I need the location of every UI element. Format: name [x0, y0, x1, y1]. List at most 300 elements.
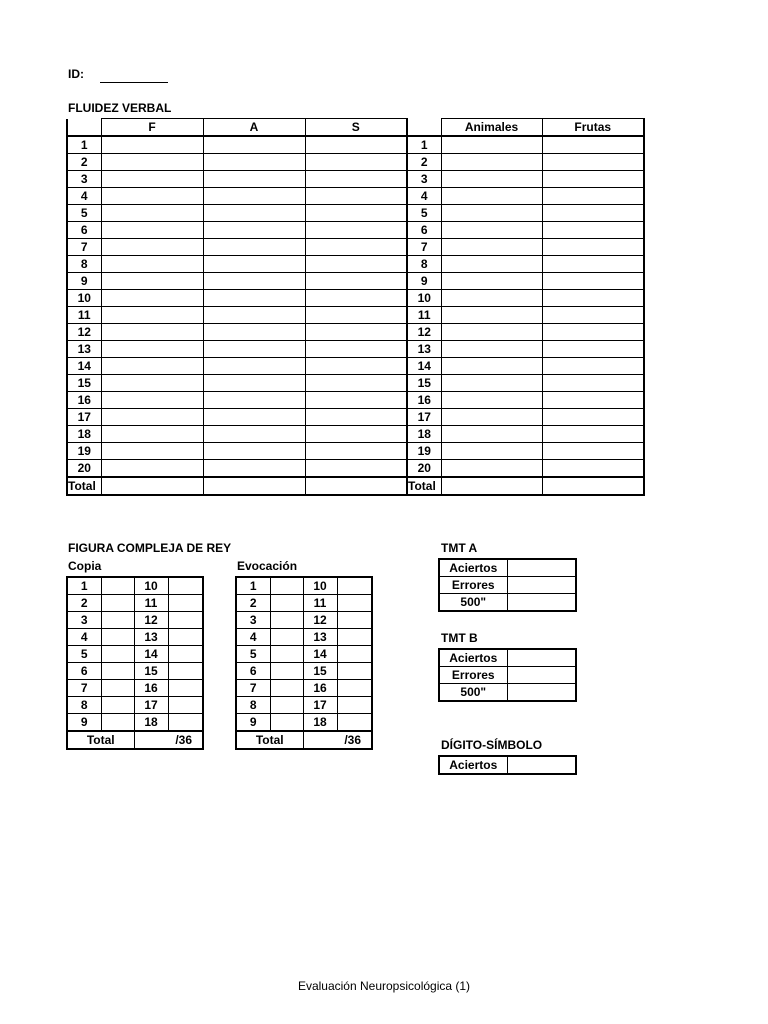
answer-cell[interactable]	[203, 256, 305, 273]
table-row	[407, 409, 644, 426]
score-cell[interactable]	[270, 646, 303, 663]
score-cell[interactable]	[168, 646, 203, 663]
answer-cell[interactable]	[101, 136, 203, 154]
item-number: 10	[303, 577, 337, 595]
answer-cell[interactable]	[203, 443, 305, 460]
answer-cell[interactable]	[441, 375, 542, 392]
answer-cell[interactable]	[101, 188, 203, 205]
row-number: 5	[407, 205, 441, 222]
item-number: 4	[236, 629, 270, 646]
score-cell[interactable]	[168, 595, 203, 612]
answer-cell[interactable]	[542, 358, 644, 375]
table-row	[67, 171, 407, 188]
table-row	[407, 324, 644, 341]
row-number: 18	[407, 426, 441, 443]
item-number: 15	[303, 663, 337, 680]
table-row	[67, 460, 407, 478]
table-row	[236, 595, 372, 612]
answer-cell[interactable]	[101, 273, 203, 290]
total-cell[interactable]	[101, 477, 203, 495]
answer-cell[interactable]	[441, 324, 542, 341]
row-number: 6	[67, 222, 101, 239]
digito-table	[438, 755, 577, 775]
total-row	[67, 477, 407, 495]
table-row	[236, 697, 372, 714]
answer-cell[interactable]	[305, 188, 407, 205]
score-cell[interactable]	[337, 663, 372, 680]
table-row	[67, 646, 203, 663]
answer-cell[interactable]	[101, 358, 203, 375]
total-cell[interactable]	[441, 477, 542, 495]
row-number: 15	[407, 375, 441, 392]
row-number: 8	[67, 256, 101, 273]
score-cell[interactable]	[270, 612, 303, 629]
table-row	[407, 341, 644, 358]
answer-cell[interactable]	[101, 205, 203, 222]
score-cell[interactable]	[168, 714, 203, 732]
answer-cell[interactable]	[542, 341, 644, 358]
answer-cell[interactable]	[542, 239, 644, 256]
id-label: ID:	[68, 67, 84, 81]
answer-cell[interactable]	[542, 324, 644, 341]
column-header: S	[305, 119, 407, 137]
answer-cell[interactable]	[305, 136, 407, 154]
answer-cell[interactable]	[203, 324, 305, 341]
table-row	[236, 663, 372, 680]
answer-cell[interactable]	[203, 460, 305, 478]
answer-cell[interactable]	[542, 409, 644, 426]
total-row	[67, 731, 203, 749]
item-number: 3	[236, 612, 270, 629]
answer-cell[interactable]	[305, 324, 407, 341]
table-row	[407, 290, 644, 307]
row-number: 12	[407, 324, 441, 341]
score-cell[interactable]	[337, 612, 372, 629]
table-row	[67, 612, 203, 629]
item-number: 4	[67, 629, 101, 646]
item-number: 1	[236, 577, 270, 595]
answer-cell[interactable]	[441, 136, 542, 154]
score-cell[interactable]	[101, 663, 134, 680]
row-number: 2	[67, 154, 101, 171]
id-field[interactable]	[100, 82, 168, 83]
table-row	[67, 358, 407, 375]
evocacion-label: Evocación	[237, 559, 298, 573]
table-row	[67, 443, 407, 460]
score-cell[interactable]	[270, 714, 303, 732]
score-cell[interactable]	[101, 577, 134, 595]
answer-cell[interactable]	[441, 358, 542, 375]
score-cell[interactable]	[101, 612, 134, 629]
measure-label: Errores	[439, 577, 507, 594]
row-number: 14	[67, 358, 101, 375]
answer-cell[interactable]	[305, 460, 407, 478]
answer-cell[interactable]	[542, 171, 644, 188]
rey-evocacion-table	[235, 576, 373, 750]
total-cell[interactable]	[305, 477, 407, 495]
answer-cell[interactable]	[203, 273, 305, 290]
total-cell[interactable]	[542, 477, 644, 495]
table-row	[407, 239, 644, 256]
total-label: Total	[407, 477, 441, 495]
answer-cell[interactable]	[305, 307, 407, 324]
answer-cell[interactable]	[441, 409, 542, 426]
row-number: 12	[67, 324, 101, 341]
answer-cell[interactable]	[203, 426, 305, 443]
score-cell[interactable]	[270, 577, 303, 595]
answer-cell[interactable]	[101, 460, 203, 478]
score-cell[interactable]	[101, 714, 134, 732]
item-number: 9	[67, 714, 101, 732]
table-row	[67, 307, 407, 324]
rey-copia-table	[66, 576, 204, 750]
table-row	[67, 341, 407, 358]
total-label: Total	[236, 731, 303, 749]
score-cell[interactable]	[270, 697, 303, 714]
answer-cell[interactable]	[542, 222, 644, 239]
item-number: 1	[67, 577, 101, 595]
row-number: 3	[407, 171, 441, 188]
answer-cell[interactable]	[203, 154, 305, 171]
answer-cell[interactable]	[441, 290, 542, 307]
digito-title: DÍGITO-SÍMBOLO	[441, 738, 543, 752]
answer-cell[interactable]	[441, 273, 542, 290]
answer-cell[interactable]	[203, 290, 305, 307]
answer-cell[interactable]	[203, 341, 305, 358]
score-cell[interactable]	[101, 595, 134, 612]
row-number: 11	[407, 307, 441, 324]
score-cell[interactable]	[168, 663, 203, 680]
item-number: 7	[67, 680, 101, 697]
total-max: /36	[303, 731, 372, 749]
table-row	[67, 154, 407, 171]
score-cell[interactable]	[270, 680, 303, 697]
answer-cell[interactable]	[101, 171, 203, 188]
table-row	[67, 663, 203, 680]
answer-cell[interactable]	[305, 256, 407, 273]
score-cell[interactable]	[337, 680, 372, 697]
score-cell[interactable]	[337, 629, 372, 646]
row-number: 2	[407, 154, 441, 171]
table-row	[67, 577, 203, 595]
row-number: 18	[67, 426, 101, 443]
table-row	[236, 714, 372, 732]
item-number: 15	[134, 663, 168, 680]
total-label: Total	[67, 731, 134, 749]
answer-cell[interactable]	[441, 222, 542, 239]
answer-cell[interactable]	[542, 205, 644, 222]
item-number: 18	[303, 714, 337, 732]
item-number: 14	[303, 646, 337, 663]
measure-label: 500"	[439, 594, 507, 612]
item-number: 13	[303, 629, 337, 646]
answer-cell[interactable]	[441, 154, 542, 171]
answer-cell[interactable]	[305, 171, 407, 188]
answer-cell[interactable]	[441, 188, 542, 205]
answer-cell[interactable]	[203, 222, 305, 239]
total-max: /36	[134, 731, 203, 749]
row-number: 10	[67, 290, 101, 307]
table-row	[407, 392, 644, 409]
item-number: 5	[67, 646, 101, 663]
table-row	[236, 646, 372, 663]
row-number: 13	[67, 341, 101, 358]
answer-cell[interactable]	[441, 171, 542, 188]
score-cell[interactable]	[507, 756, 576, 774]
item-number: 12	[303, 612, 337, 629]
row-number: 8	[407, 256, 441, 273]
tmt-b-title: TMT B	[441, 631, 478, 645]
row-number: 10	[407, 290, 441, 307]
table-row	[67, 680, 203, 697]
measure-label: 500"	[439, 684, 507, 702]
answer-cell[interactable]	[101, 392, 203, 409]
column-header: Animales	[441, 119, 542, 137]
answer-cell[interactable]	[101, 222, 203, 239]
copia-label: Copia	[68, 559, 102, 573]
table-row	[67, 188, 407, 205]
row-number: 4	[407, 188, 441, 205]
score-cell[interactable]	[168, 680, 203, 697]
table-row	[67, 324, 407, 341]
answer-cell[interactable]	[305, 426, 407, 443]
header-row	[67, 119, 407, 137]
table-row	[407, 256, 644, 273]
answer-cell[interactable]	[441, 205, 542, 222]
score-cell[interactable]	[270, 629, 303, 646]
answer-cell[interactable]	[542, 154, 644, 171]
answer-cell[interactable]	[542, 290, 644, 307]
item-number: 8	[67, 697, 101, 714]
answer-cell[interactable]	[101, 443, 203, 460]
item-number: 5	[236, 646, 270, 663]
table-row	[407, 171, 644, 188]
row-number: 4	[67, 188, 101, 205]
answer-cell[interactable]	[542, 136, 644, 154]
answer-cell[interactable]	[305, 358, 407, 375]
score-cell[interactable]	[507, 559, 576, 577]
row-number: 5	[67, 205, 101, 222]
score-cell[interactable]	[507, 649, 576, 667]
item-number: 9	[236, 714, 270, 732]
row-number: 7	[407, 239, 441, 256]
item-number: 17	[303, 697, 337, 714]
total-label: Total	[67, 477, 101, 495]
row-number: 13	[407, 341, 441, 358]
answer-cell[interactable]	[305, 239, 407, 256]
fluidez-categorias-table	[406, 118, 645, 496]
answer-cell[interactable]	[203, 239, 305, 256]
row-number: 16	[407, 392, 441, 409]
answer-cell[interactable]	[101, 409, 203, 426]
table-row	[407, 154, 644, 171]
row-number: 19	[67, 443, 101, 460]
item-number: 3	[67, 612, 101, 629]
row-number: 14	[407, 358, 441, 375]
table-row	[407, 136, 644, 154]
answer-cell[interactable]	[542, 307, 644, 324]
row-number: 9	[407, 273, 441, 290]
answer-cell[interactable]	[203, 188, 305, 205]
answer-cell[interactable]	[101, 307, 203, 324]
score-cell[interactable]	[168, 577, 203, 595]
header-blank-cell	[407, 119, 441, 137]
answer-cell[interactable]	[542, 392, 644, 409]
score-cell[interactable]	[337, 646, 372, 663]
measure-label: Aciertos	[439, 649, 507, 667]
table-row	[439, 649, 576, 667]
score-cell[interactable]	[507, 667, 576, 684]
answer-cell[interactable]	[441, 256, 542, 273]
table-row	[67, 595, 203, 612]
score-cell[interactable]	[507, 684, 576, 702]
table-row	[439, 577, 576, 594]
row-number: 20	[407, 460, 441, 478]
item-number: 7	[236, 680, 270, 697]
score-cell[interactable]	[101, 629, 134, 646]
table-row	[407, 205, 644, 222]
answer-cell[interactable]	[441, 460, 542, 478]
table-row	[236, 680, 372, 697]
score-cell[interactable]	[168, 697, 203, 714]
answer-cell[interactable]	[305, 222, 407, 239]
answer-cell[interactable]	[542, 460, 644, 478]
answer-cell[interactable]	[101, 375, 203, 392]
answer-cell[interactable]	[305, 375, 407, 392]
table-row	[407, 443, 644, 460]
score-cell[interactable]	[337, 577, 372, 595]
answer-cell[interactable]	[101, 256, 203, 273]
answer-cell[interactable]	[441, 392, 542, 409]
row-number: 17	[407, 409, 441, 426]
row-number: 3	[67, 171, 101, 188]
tmt-b-table	[438, 648, 577, 702]
total-cell[interactable]	[203, 477, 305, 495]
score-cell[interactable]	[168, 612, 203, 629]
table-row	[67, 426, 407, 443]
item-number: 16	[134, 680, 168, 697]
answer-cell[interactable]	[305, 409, 407, 426]
table-row	[407, 375, 644, 392]
answer-cell[interactable]	[305, 392, 407, 409]
answer-cell[interactable]	[203, 171, 305, 188]
column-header: A	[203, 119, 305, 137]
table-row	[67, 697, 203, 714]
answer-cell[interactable]	[203, 375, 305, 392]
item-number: 14	[134, 646, 168, 663]
header-row	[407, 119, 644, 137]
table-row	[67, 239, 407, 256]
answer-cell[interactable]	[203, 307, 305, 324]
row-number: 16	[67, 392, 101, 409]
answer-cell[interactable]	[441, 307, 542, 324]
answer-cell[interactable]	[542, 188, 644, 205]
answer-cell[interactable]	[441, 341, 542, 358]
answer-cell[interactable]	[305, 154, 407, 171]
row-number: 9	[67, 273, 101, 290]
answer-cell[interactable]	[441, 426, 542, 443]
row-number: 17	[67, 409, 101, 426]
table-row	[67, 409, 407, 426]
answer-cell[interactable]	[441, 443, 542, 460]
table-row	[67, 222, 407, 239]
score-cell[interactable]	[337, 714, 372, 732]
item-number: 2	[236, 595, 270, 612]
answer-cell[interactable]	[542, 375, 644, 392]
table-row	[439, 684, 576, 702]
score-cell[interactable]	[168, 629, 203, 646]
answer-cell[interactable]	[305, 341, 407, 358]
fluidez-title: FLUIDEZ VERBAL	[68, 101, 172, 115]
row-number: 1	[407, 136, 441, 154]
table-row	[439, 756, 576, 774]
answer-cell[interactable]	[203, 392, 305, 409]
answer-cell[interactable]	[101, 290, 203, 307]
answer-cell[interactable]	[305, 205, 407, 222]
answer-cell[interactable]	[305, 443, 407, 460]
row-number: 20	[67, 460, 101, 478]
header-blank-cell	[67, 119, 101, 137]
total-row	[236, 731, 372, 749]
answer-cell[interactable]	[203, 358, 305, 375]
score-cell[interactable]	[101, 680, 134, 697]
score-cell[interactable]	[507, 594, 576, 612]
column-header: F	[101, 119, 203, 137]
score-cell[interactable]	[270, 663, 303, 680]
answer-cell[interactable]	[542, 426, 644, 443]
answer-cell[interactable]	[203, 409, 305, 426]
score-cell[interactable]	[337, 595, 372, 612]
item-number: 6	[236, 663, 270, 680]
answer-cell[interactable]	[101, 426, 203, 443]
answer-cell[interactable]	[101, 324, 203, 341]
answer-cell[interactable]	[203, 205, 305, 222]
answer-cell[interactable]	[305, 273, 407, 290]
answer-cell[interactable]	[101, 239, 203, 256]
table-row	[407, 273, 644, 290]
answer-cell[interactable]	[542, 273, 644, 290]
table-row	[67, 392, 407, 409]
score-cell[interactable]	[507, 577, 576, 594]
rey-title: FIGURA COMPLEJA DE REY	[68, 541, 232, 555]
table-row	[439, 559, 576, 577]
score-cell[interactable]	[337, 697, 372, 714]
answer-cell[interactable]	[203, 136, 305, 154]
item-number: 2	[67, 595, 101, 612]
table-row	[67, 273, 407, 290]
table-row	[67, 375, 407, 392]
answer-cell[interactable]	[101, 341, 203, 358]
table-row	[407, 222, 644, 239]
answer-cell[interactable]	[542, 256, 644, 273]
table-row	[236, 612, 372, 629]
answer-cell[interactable]	[305, 290, 407, 307]
table-row	[236, 577, 372, 595]
table-row	[439, 594, 576, 612]
measure-label: Aciertos	[439, 756, 507, 774]
score-cell[interactable]	[101, 697, 134, 714]
answer-cell[interactable]	[441, 239, 542, 256]
score-cell[interactable]	[101, 646, 134, 663]
table-row	[67, 136, 407, 154]
score-cell[interactable]	[270, 595, 303, 612]
answer-cell[interactable]	[101, 154, 203, 171]
item-number: 17	[134, 697, 168, 714]
answer-cell[interactable]	[542, 443, 644, 460]
tmt-a-table	[438, 558, 577, 612]
item-number: 16	[303, 680, 337, 697]
item-number: 6	[67, 663, 101, 680]
